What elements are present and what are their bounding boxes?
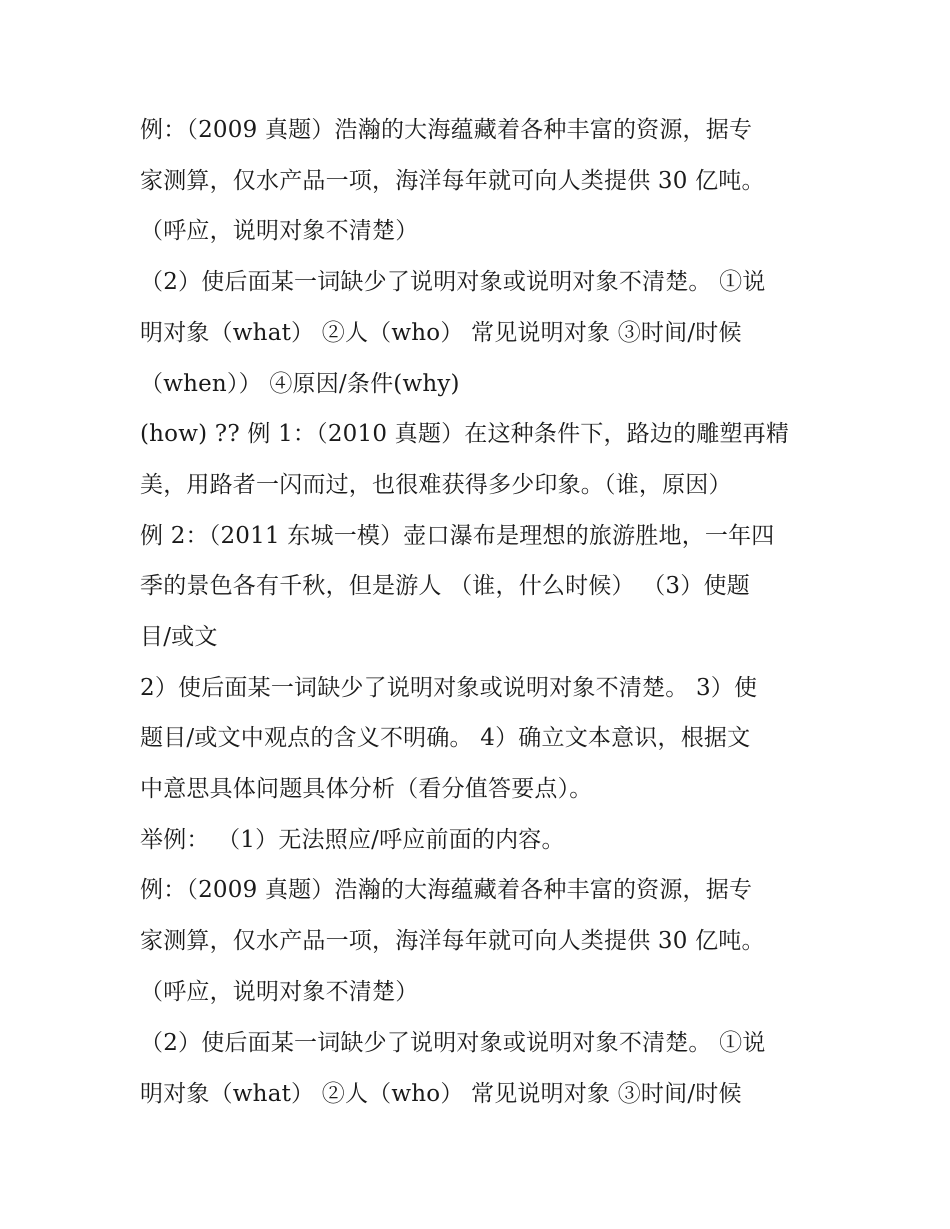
text-line: 例 2：（2011 东城一模）壶口瀑布是理想的旅游胜地，一年四 [140, 523, 775, 549]
text-line: 举例： （1）无法照应/呼应前面的内容。 [140, 827, 565, 853]
text-line: 题目/或文中观点的含义不明确。 4）确立文本意识，根据文 [140, 725, 751, 751]
text-line: （呼应，说明对象不清楚） [140, 218, 419, 244]
text-line: 例：（2009 真题）浩瀚的大海蕴藏着各种丰富的资源，据专 [140, 877, 753, 903]
text-line: （when）） ④原因/条件(why) [140, 371, 460, 397]
text-line: 明对象（what） ②人（who） 常见说明对象 ③时间/时候 [140, 320, 742, 346]
text-line: 季的景色各有千秋，但是游人 （谁，什么时候） （3）使题 [140, 573, 750, 599]
text-line: 例：（2009 真题）浩瀚的大海蕴藏着各种丰富的资源，据专 [140, 117, 753, 143]
text-line: 明对象（what） ②人（who） 常见说明对象 ③时间/时候 [140, 1081, 742, 1107]
text-line: 美，用路者一闪而过，也很难获得多少印象。（谁，原因） [140, 472, 732, 498]
text-line: 家测算，仅水产品一项，海洋每年就可向人类提供 30 亿吨。 [140, 168, 765, 194]
text-line: (how) ?? 例 1：（2010 真题）在这种条件下，路边的雕塑再精 [140, 421, 790, 447]
text-line: （2）使后面某一词缺少了说明对象或说明对象不清楚。 ①说 [140, 269, 766, 295]
text-line: 2）使后面某一词缺少了说明对象或说明对象不清楚。 3）使 [140, 675, 758, 701]
text-line: 目/或文 [140, 624, 218, 650]
text-line: （2）使后面某一词缺少了说明对象或说明对象不清楚。 ①说 [140, 1030, 766, 1056]
text-line: 家测算，仅水产品一项，海洋每年就可向人类提供 30 亿吨。 [140, 928, 765, 954]
text-line: 中意思具体问题具体分析（看分值答要点）。 [140, 776, 593, 802]
text-line: （呼应，说明对象不清楚） [140, 979, 419, 1005]
